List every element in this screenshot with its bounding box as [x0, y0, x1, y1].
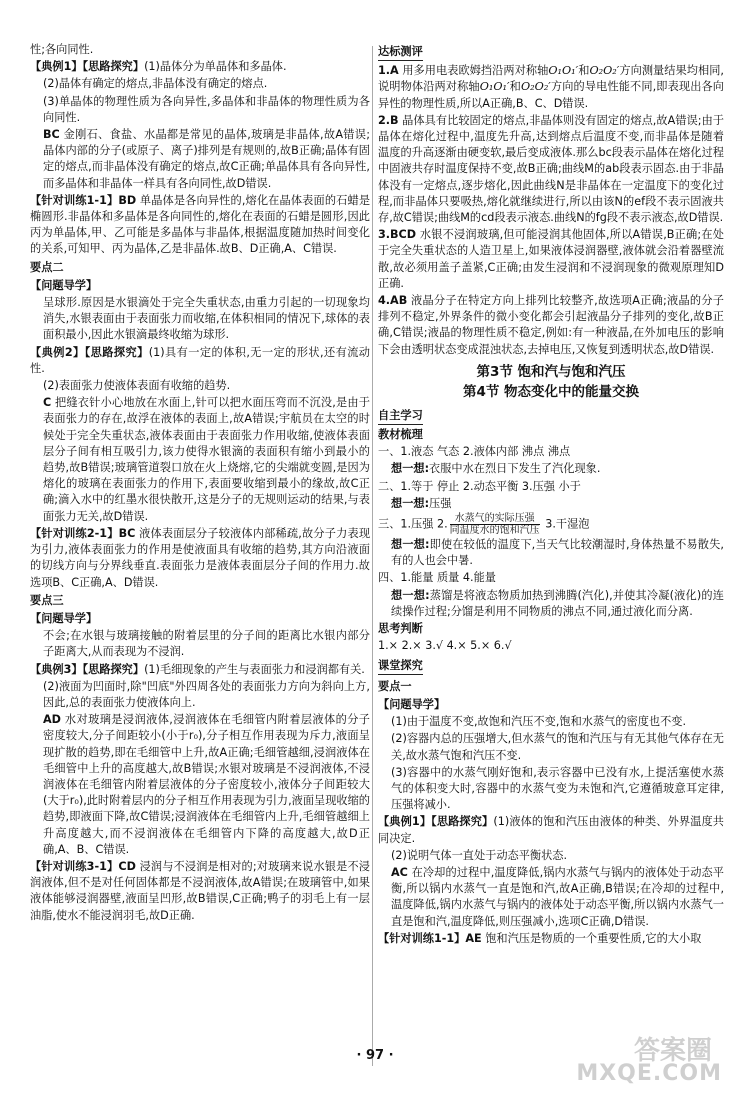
answer-paragraph: BC 金刚石、食盐、水晶都是常见的晶体,玻璃是非晶体,故A错误;晶体内部的分子(或原子、离子)排列是有规则的,故B正确;晶体有固定的熔点,而非晶体没有确定的熔点,故C正确;单晶体具有各向异性,而多晶体和非晶体一样具有各向同性,故D错误. — [43, 128, 370, 190]
training-tag: 【针对训练1-1】BD — [30, 193, 137, 207]
example-tag: 【典例2】【思路探究】 — [30, 345, 149, 359]
text-line: (2)液面为凹面时,除"凹底"外四周各处的表面张力方向为斜向上方,因此,总的表面张力使液体向上. — [43, 679, 370, 709]
answer-4: 4.AB 液晶分子在特定方向上排列比较整齐,故选项A正确;液晶的分子排列不稳定,外界条件的微小变化都会引起液晶分子排列的变化,故B正确,C错误;液晶的物理性质不稳定,例如:有一种液晶,在外加电压的影响下会由透明状态变成混浊状态,去掉电压,又恢复到透明状态,故D错误. — [378, 294, 724, 356]
answer-tag: C — [43, 396, 52, 410]
watermark — [552, 1030, 722, 1090]
answer-3: 3.BCD 水银不浸润玻璃,但可能浸润其他固体,所以A错误,B正确;在处于完全失重状态的人造卫星上,如果液体浸润器壁,液体就会沿着器壁流散,故必须用盖子盖紧,C正确;由发生浸润和不浸润现象的微观原理知D正确. — [378, 228, 724, 290]
section-heading: 要点二 — [30, 260, 64, 274]
question-guide-tag: 【问题导学】 — [378, 697, 446, 711]
question-guide-text: (3)容器中的水蒸气刚好饱和,表示容器中已没有水,上提活塞使水蒸气的体积变大时,容器中的水蒸气变为未饱和汽,它遵循玻意耳定律,压强将减小. — [391, 765, 724, 812]
question-guide-text: 不会;在水银与玻璃接触的附着层里的分子间的距离比水银内部分子距离大,从而表现为不浸润. — [43, 629, 370, 659]
right-column — [378, 42, 724, 948]
example-tag: 【典例1】【思路探究】 — [30, 60, 145, 74]
example-2-intro: 【典例2】【思路探究】(1)具有一定的体积,无一定的形状,还有流动性. — [30, 345, 370, 375]
humidity-fraction: $\frac{\text{水蒸气的实际压强}}{\text{同温度水的饱和汽压}}$ — [449, 513, 540, 537]
text-line: 性;各向同性. — [30, 43, 94, 56]
self-study-heading: 自主学习 — [378, 408, 423, 425]
question-guide-text: (1)由于温度不变,故饱和汽压不变,饱和水蒸气的密度也不变. — [391, 715, 687, 729]
answer-paragraph: AD 水对玻璃是浸润液体,浸润液体在毛细管内附着层液体的分子密度较大,分子间距较小(小于r₀),分子相互作用表现为斥力,液面呈现扩散的趋势,即在毛细管中上升,故A正确;毛细管越细,浸润液体在毛细管中上升的高度越大,故B错误;水银对玻璃是不浸润液体,不浸润液体在毛细管内附着层液体的分子密度较小,液体分子间距较大(大于r₀),此时附着层内的分子相互作用表现为引力,液面呈现收缩的趋势,即液面下降,故C错误;浸润液体在毛细管内上升,毛细管越细上升高度越大,而不浸润液体在毛细管内下降的高度越大,故D正确,A、B、C错误. — [43, 713, 370, 856]
answer-tag: AD — [43, 713, 61, 727]
chapter-heading: 第4节 物态变化中的能量交换 — [462, 383, 640, 400]
column-divider — [372, 46, 373, 1066]
question-guide-tag: 【问题导学】 — [30, 611, 98, 625]
review-item: 一、1.液态 气态 2.液体内部 沸点 沸点 — [378, 445, 571, 459]
answer-paragraph: AC 在冷却的过程中,温度降低,锅内水蒸气与锅内的液体处于动态平衡,所以锅内水蒸气一直是饱和汽,故A正确,B错误;在冷却的过程中,温度降低,锅内水蒸气与锅内的液体处于动态平衡,所以锅内水蒸气一直是饱和汽,温度降低,则压强减小,选项C正确,D错误. — [391, 865, 724, 928]
answer-1: 1.A 用多用电表欧姆挡沿两对称轴O₁O₁′和O₂O₂′方向测量结果均相同,说明物体沿两对称轴O₁O₁′和O₂O₂′方向的导电性能不同,即表现出各向异性的物理性质,所以A正确,B、C、D错误. — [378, 64, 724, 110]
training-1-1: 【针对训练1-1】AE 饱和汽压是物质的一个重要性质,它的大小取 — [378, 931, 702, 945]
review-item: 二、1.等于 停止 2.动态平衡 3.压强 小于 — [378, 479, 581, 493]
answer-paragraph: C 把缝衣针小心地放在水面上,针可以把水面压弯而不沉没,是由于表面张力的存在,故浮在液体的表面上,故A错误;宇航员在太空的时候处于完全失重状态,液体表面由于表面张力作用收缩,使液体表面层分子间有相互吸引力,该力使得水银滴的表面积有缩小到最小的趋势,故B错误;玻璃管道裂口放在火上烧熔,它的尖端就变圆,是因为熔化的玻璃在表面张力的作用下,表面要收缩到最小的缘故,故C正确;滴入水中的红墨水很快散开,这是分子的无规则运动的结果,与表面张力无关,故D错误. — [43, 396, 370, 523]
judge-answers: 1.× 2.× 3.√ 4.× 5.× 6.√ — [378, 639, 512, 653]
think-item: 想一想:压强 — [391, 496, 452, 510]
review-item: 四、1.能量 质量 4.能量 — [378, 571, 496, 585]
textbook-review-label: 教材梳理 — [378, 428, 423, 442]
left-column — [30, 42, 370, 925]
page-number: · 97 · — [356, 1048, 394, 1063]
text-line: (2)晶体有确定的熔点,非晶体没有确定的熔点. — [43, 77, 268, 91]
text-line: (2)表面张力使液体表面有收缩的趋势. — [43, 379, 231, 393]
text-line: (3)单晶体的物理性质为各向异性,多晶体和非晶体的物理性质为各向同性. — [43, 94, 370, 124]
chapter-heading: 第3节 饱和汽与饱和汽压 — [476, 363, 626, 380]
answer-tag: BC — [43, 128, 60, 142]
text-line: (2)说明气体一直处于动态平衡状态. — [391, 848, 568, 862]
example-1-intro: 【典例1】【思路探究】(1)液体的饱和汽压由液体的种类、外界温度共同决定. — [378, 815, 724, 845]
training-3-1: 【针对训练3-1】CD 浸润与不浸润是相对的;对玻璃来说水银是不浸润液体,但不是对任何固体都是不浸润液体,故A错误;在玻璃管中,如果液体能够浸润器壁,液面呈凹形,故B错误,C正确;鸭子的羽毛上有一层油脂,使水不能浸润羽毛,故D正确. — [30, 859, 370, 922]
judge-label: 思考判断 — [378, 622, 423, 636]
section-heading: 要点三 — [30, 593, 64, 607]
example-tag: 【典例3】【思路探究】 — [30, 662, 145, 676]
watermark-logo: 答案圈 — [633, 1036, 712, 1066]
assessment-heading: 达标测评 — [378, 44, 423, 61]
training-tag: 【针对训练3-1】CD — [30, 859, 136, 873]
training-tag: 【针对训练2-1】BC — [30, 526, 136, 540]
think-item: 想一想:衣服中水在烈日下发生了汽化现象. — [391, 462, 601, 476]
question-guide-text: 呈球形.原因是水银滴处于完全失重状态,由重力引起的一切现象均消失,水银表面由于表面张力而收缩,在体积相同的情况下,球体的表面积最小,因此水银滴最终收缩为球形. — [43, 296, 370, 342]
question-guide-tag: 【问题导学】 — [30, 278, 98, 292]
example-3-intro: 【典例3】【思路探究】(1)毛细现象的产生与表面张力和浸润都有关. — [30, 662, 365, 676]
think-item: 想一想:即使在较低的温度下,当天气比较潮湿时,身体热量不易散失,有的人也会中暑. — [391, 538, 724, 568]
review-item: 三、1.压强 2. $\frac{\text{水蒸气的实际压强}}{\text{同温度水的饱和汽压}}$ 3.干湿泡 — [378, 513, 590, 537]
example-1-intro: 【典例1】【思路探究】(1)晶体分为单晶体和多晶体. — [30, 60, 287, 74]
question-guide-text: (2)容器内总的压强增大,但水蒸气的饱和汽压与有无其他气体存在无关,故水蒸气饱和汽压不变. — [391, 732, 724, 762]
answer-2: 2.B 晶体具有比较固定的熔点,非晶体则没有固定的熔点,故A错误;由于晶体在熔化过程中,温度先升高,达到熔点后温度不变,而非晶体是随着温度的升高逐渐由硬变软,最后变成液体.那么bc段表示晶体在熔化过程中固液共存时温度保持不变,故B正确;曲线M的ab段表示固态.由于非晶体没有一定熔点,逐步熔化,因此曲线N是非晶体在一定温度下的变化过程,而非晶体只要吸热,熔化就继续进行,所以由该N的ef段不表示固液共存,故C错误;曲线M的cd段表示液态.曲线N的fg段不表示液态,故D错误. — [378, 113, 724, 225]
class-explore-heading: 课堂探究 — [378, 658, 423, 675]
think-item: 想一想:蒸馏是将液态物质加热到沸腾(汽化),并使其冷凝(液化)的连续操作过程;分馏是利用不同物质的沸点不同,通过液化而分离. — [391, 588, 724, 618]
watermark-text: MXQE.COM — [576, 1061, 722, 1086]
training-1-1: 【针对训练1-1】BD 单晶体是各向异性的,熔化在晶体表面的石蜡是椭圆形.非晶体和多晶体是各向同性的,熔化在表面的石蜡是圆形,因此丙为单晶体,甲、乙可能是多晶体与非晶体,根据温度随加热时间变化的关系,可知甲、丙为晶体,乙是非晶体.故B、D正确,A、C错误. — [30, 193, 371, 256]
training-2-1: 【针对训练2-1】BC 液体表面层分子较液体内部稀疏,故分子力表现为引力,液体表面张力的作用是使液面具有收缩的趋势,其方向沿液面的切线方向与分界线垂直.表面张力是液体表面层分子间的作用力.故选项B、C正确,A、D错误. — [30, 526, 371, 589]
section-heading: 要点一 — [378, 679, 412, 693]
